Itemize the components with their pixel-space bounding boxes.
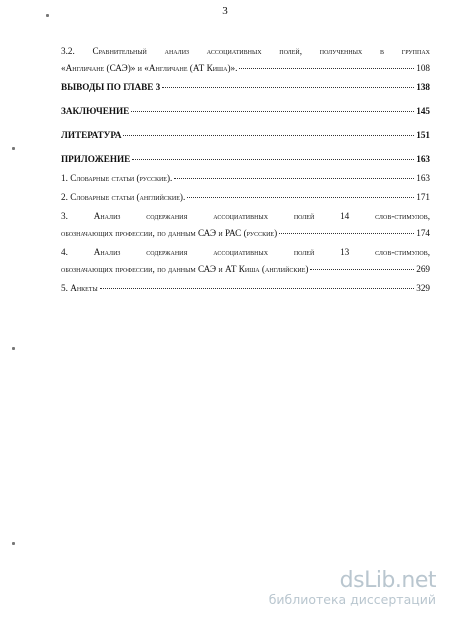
page-number: 3 xyxy=(222,5,228,17)
table-of-contents xyxy=(61,43,430,297)
toc-entry-label: 2. Словарные статьи (английские). xyxy=(61,192,186,202)
toc-entry-label: ПРИЛОЖЕНИЕ xyxy=(61,154,131,164)
dot-leader xyxy=(162,86,414,88)
dot-leader xyxy=(100,287,414,289)
toc-page-number: 174 xyxy=(416,228,430,238)
toc-entry-appendix-1[interactable] xyxy=(61,170,430,187)
toc-entry-3-2[interactable] xyxy=(61,43,430,77)
dot-leader xyxy=(131,110,414,112)
dot-leader xyxy=(239,67,414,69)
toc-entry-appendix-2[interactable] xyxy=(61,189,430,206)
scan-speck xyxy=(12,347,15,350)
toc-entry-appendix-3[interactable] xyxy=(61,208,430,242)
toc-page-number: 163 xyxy=(416,173,430,183)
toc-entry-literature[interactable] xyxy=(61,127,430,144)
toc-entry-line: «Англичане (САЭ)» и «Англичане (АТ Киша)». xyxy=(61,63,238,73)
toc-entry-label: 5. Анкеты xyxy=(61,283,98,293)
dot-leader xyxy=(123,134,414,136)
toc-entry-appendix-5[interactable] xyxy=(61,280,430,297)
toc-page-number: 138 xyxy=(416,82,430,92)
dot-leader xyxy=(310,268,414,270)
toc-entry-appendix-4[interactable] xyxy=(61,244,430,278)
watermark-logo: dsLib.net xyxy=(339,568,436,593)
watermark xyxy=(246,569,436,607)
toc-page-number: 171 xyxy=(416,192,430,202)
dot-leader xyxy=(132,158,414,160)
toc-entry-label: ЗАКЛЮЧЕНИЕ xyxy=(61,106,130,116)
scan-speck xyxy=(46,14,49,17)
watermark-subtitle: библиотека диссертаций xyxy=(268,592,436,607)
toc-page-number: 145 xyxy=(416,106,430,116)
toc-entry-appendix[interactable] xyxy=(61,151,430,168)
dot-leader xyxy=(187,196,414,198)
dot-leader xyxy=(174,177,414,179)
scan-speck xyxy=(12,542,15,545)
toc-page-number: 269 xyxy=(416,264,430,274)
toc-entry-line: 4. Анализ содержания ассоциативных полей 13 слов-стимулов, xyxy=(61,247,430,257)
toc-page-number: 329 xyxy=(416,283,430,293)
scan-speck xyxy=(12,147,15,150)
toc-entry-line: обозначающих профессии, по данным САЭ и РАС (русские) xyxy=(61,228,278,238)
toc-page-number: 151 xyxy=(416,130,430,140)
toc-entry-line: 3. Анализ содержания ассоциативных полей 14 слов-стимулов, xyxy=(61,211,430,221)
toc-page-number: 108 xyxy=(416,63,430,73)
toc-entry-label: ЛИТЕРАТУРА xyxy=(61,130,122,140)
dot-leader xyxy=(279,232,414,234)
toc-entry-label: 1. Словарные статьи (русские). xyxy=(61,173,173,183)
toc-entry-label: ВЫВОДЫ ПО ГЛАВЕ 3 xyxy=(61,82,161,92)
toc-entry-line: обозначающих профессии, по данным САЭ и АТ Киша (английские) xyxy=(61,264,309,274)
toc-entry-line: 3.2. Сравнительный анализ ассоциативных полей, полученных в группах xyxy=(61,46,430,56)
toc-entry-conclusion[interactable] xyxy=(61,103,430,120)
toc-page-number: 163 xyxy=(416,154,430,164)
toc-entry-conclusions-chapter-3[interactable] xyxy=(61,79,430,96)
